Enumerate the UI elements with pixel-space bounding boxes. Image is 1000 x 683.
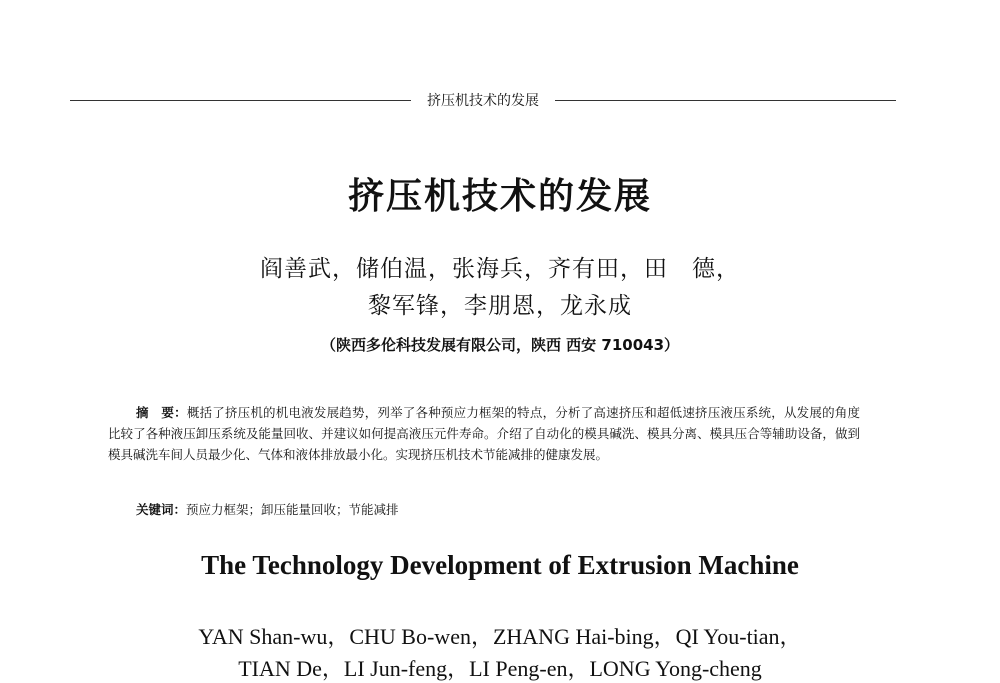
affiliation: （陕西多伦科技发展有限公司，陕西 西安 710043）: [320, 336, 680, 354]
header-rule-right: [555, 100, 896, 101]
running-head-text: 挤压机技术的发展: [427, 93, 539, 109]
chinese-title: 挤压机技术的发展: [347, 175, 652, 217]
english-authors-line-2: TIAN De，LI Jun-feng，LI Peng-en，LONG Yong-cheng: [238, 656, 762, 681]
english-authors-line-1: YAN Shan-wu，CHU Bo-wen，ZHANG Hai-bing，QI You-tian，: [198, 624, 802, 649]
keywords: [136, 500, 856, 518]
english-title: The Technology Development of Extrusion Machine: [201, 550, 799, 580]
abstract-text: 概括了挤压机的机电液发展趋势，列举了各种预应力框架的特点，分析了高速挤压和超低速挤压液压系统，从发展的角度比较了各种液压卸压系统及能量回收、并建议如何提高液压元件寿命。介绍了自动化的模具碱洗、模具分离、模具压合等辅助设备，做到模具碱洗车间人员最少化、气体和液体排放最小化。实现挤压机技术节能减排的健康发展。: [108, 405, 860, 462]
keywords-label: 关键词：: [136, 502, 187, 517]
running-header: [70, 88, 896, 112]
keywords-text: 预应力框架；卸压能量回收；节能减排: [186, 502, 399, 517]
abstract-label: 摘 要：: [136, 405, 187, 420]
abstract: [108, 402, 860, 465]
header-rule-left: [70, 100, 411, 101]
chinese-authors-line-2: 黎军锋，李朋恩，龙永成: [368, 293, 632, 319]
chinese-authors-line-1: 阎善武，储伯温，张海兵，齐有田，田 德，: [260, 256, 740, 282]
